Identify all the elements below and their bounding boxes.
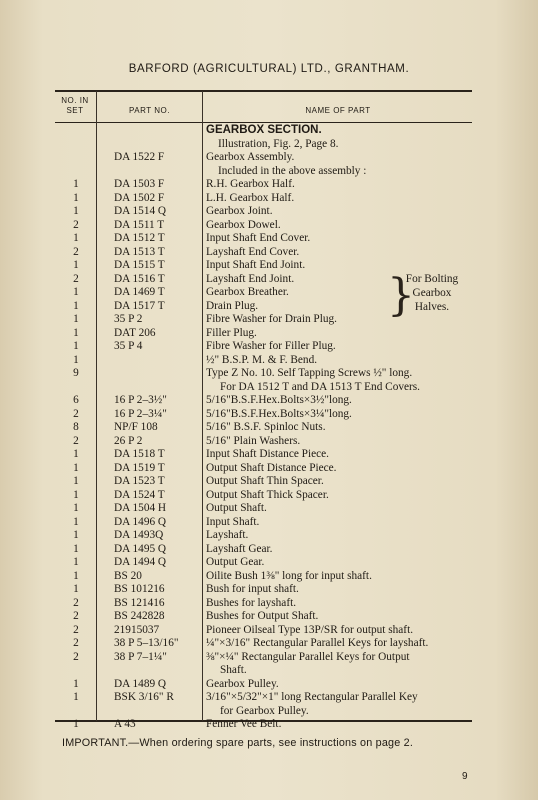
column-header-qty-line2: SET bbox=[66, 106, 84, 115]
table-row bbox=[0, 597, 538, 611]
row-part-no: DA 1524 T bbox=[114, 488, 165, 501]
table-row bbox=[0, 435, 538, 449]
table-row bbox=[0, 232, 538, 246]
row-part-name: ¼"×3/16" Rectangular Parallel Keys for layshaft. bbox=[206, 637, 429, 649]
row-part-name: Gearbox Dowel. bbox=[206, 218, 281, 231]
row-qty: 1 bbox=[73, 340, 79, 352]
table-row bbox=[0, 664, 538, 678]
bracket-note-line2: Gearbox bbox=[412, 287, 452, 299]
table-row bbox=[0, 502, 538, 516]
table-row bbox=[0, 610, 538, 624]
row-qty: 9 bbox=[73, 367, 79, 379]
table-row bbox=[0, 340, 538, 354]
page-number: 9 bbox=[462, 771, 468, 782]
row-qty: 1 bbox=[73, 326, 79, 339]
row-part-name: Bushes for Output Shaft. bbox=[206, 610, 319, 622]
row-part-no: DA 1517 T bbox=[114, 299, 165, 312]
row-part-name: for Gearbox Pulley. bbox=[220, 704, 309, 717]
table-row bbox=[0, 138, 538, 152]
row-part-name: L.H. Gearbox Half. bbox=[206, 191, 295, 204]
table-row bbox=[0, 529, 538, 543]
row-part-name: Fibre Washer for Drain Plug. bbox=[206, 313, 337, 325]
row-qty: 1 bbox=[73, 178, 79, 190]
row-part-name: Input Shaft Distance Piece. bbox=[206, 448, 329, 460]
row-part-name: 5/16" Plain Washers. bbox=[206, 434, 301, 447]
row-part-name: Gearbox Breather. bbox=[206, 286, 289, 298]
table-row bbox=[0, 367, 538, 381]
row-part-name: Output Shaft Distance Piece. bbox=[206, 461, 337, 474]
row-part-name: Drain Plug. bbox=[206, 299, 259, 312]
table-row bbox=[0, 327, 538, 341]
row-part-no: BS 121416 bbox=[114, 596, 165, 609]
row-qty: 1 bbox=[73, 718, 79, 730]
table-row bbox=[0, 651, 538, 665]
table-row bbox=[0, 178, 538, 192]
table-row bbox=[0, 543, 538, 557]
row-qty: 2 bbox=[73, 610, 79, 622]
row-qty: 1 bbox=[73, 259, 79, 271]
row-part-no: 38 P 7–1¼" bbox=[114, 650, 167, 663]
row-part-name: Input Shaft. bbox=[206, 515, 260, 528]
row-qty: 1 bbox=[73, 191, 79, 204]
row-qty: 2 bbox=[73, 637, 79, 649]
row-part-name: Bushes for layshaft. bbox=[206, 596, 297, 609]
row-part-name: 3/16"×5/32"×1" long Rectangular Parallel Key bbox=[206, 691, 418, 703]
row-part-name: Illustration, Fig. 2, Page 8. bbox=[218, 137, 339, 150]
table-row bbox=[0, 246, 538, 260]
column-header-part: PART NO. bbox=[129, 106, 170, 115]
column-header-name: NAME OF PART bbox=[305, 106, 371, 115]
row-qty: 2 bbox=[73, 218, 79, 231]
table-row bbox=[0, 448, 538, 462]
row-qty: 1 bbox=[73, 299, 79, 312]
table-row bbox=[0, 462, 538, 476]
row-part-name: Layshaft. bbox=[206, 529, 249, 541]
row-part-no: DA 1504 H bbox=[114, 502, 167, 514]
row-part-no: DA 1512 T bbox=[114, 232, 165, 244]
row-part-name: Gearbox Assembly. bbox=[206, 151, 295, 163]
bracket-note-line3: Halves. bbox=[414, 301, 450, 313]
row-part-no: DA 1516 T bbox=[114, 272, 165, 285]
table-row bbox=[0, 516, 538, 530]
row-part-no: DA 1469 T bbox=[114, 286, 165, 298]
row-qty: 2 bbox=[73, 272, 79, 285]
row-qty: 1 bbox=[73, 286, 79, 298]
row-part-no: 35 P 4 bbox=[114, 340, 143, 352]
row-part-no: BS 101216 bbox=[114, 583, 165, 595]
row-part-name: 5/16"B.S.F.Hex.Bolts×3½"long. bbox=[206, 394, 352, 406]
row-part-name: Layshaft Gear. bbox=[206, 542, 273, 555]
row-qty: 1 bbox=[73, 691, 79, 703]
table-row bbox=[0, 381, 538, 395]
row-qty: 2 bbox=[73, 650, 79, 663]
row-part-no: BS 20 bbox=[114, 569, 142, 582]
table-row bbox=[0, 151, 538, 165]
table-row bbox=[0, 219, 538, 233]
bracket-note-line1: For Bolting bbox=[405, 273, 459, 285]
table-row bbox=[0, 354, 538, 368]
row-qty: 1 bbox=[73, 529, 79, 541]
row-qty: 8 bbox=[73, 421, 79, 433]
row-qty: 1 bbox=[73, 515, 79, 528]
row-part-name: Shaft. bbox=[220, 664, 247, 676]
table-row bbox=[0, 192, 538, 206]
row-qty: 1 bbox=[73, 232, 79, 244]
row-qty: 1 bbox=[73, 542, 79, 555]
table-row bbox=[0, 691, 538, 705]
row-part-no: DA 1522 F bbox=[114, 151, 165, 163]
row-part-name: Pioneer Oilseal Type 13P/SR for output shaft. bbox=[206, 623, 414, 636]
row-part-no: DA 1496 Q bbox=[114, 515, 167, 528]
bolting-bracket-note bbox=[387, 271, 467, 323]
row-part-name: 5/16"B.S.F.Hex.Bolts×3¼"long. bbox=[206, 407, 352, 420]
row-part-name: Input Shaft End Cover. bbox=[206, 232, 311, 244]
row-qty: 2 bbox=[73, 596, 79, 609]
row-qty: 1 bbox=[73, 583, 79, 595]
row-qty: 1 bbox=[73, 502, 79, 514]
row-qty: 1 bbox=[73, 313, 79, 325]
row-part-no: BSK 3/16" R bbox=[114, 691, 174, 703]
row-part-no: DA 1495 Q bbox=[114, 542, 167, 555]
row-part-name: ⅜"×¼" Rectangular Parallel Keys for Output bbox=[206, 650, 410, 663]
row-part-name: GEARBOX SECTION. bbox=[206, 124, 322, 136]
row-part-no: DA 1494 Q bbox=[114, 556, 167, 568]
row-part-name: Oilite Bush 1⅜" long for input shaft. bbox=[206, 569, 372, 582]
table-row bbox=[0, 678, 538, 692]
table-row bbox=[0, 637, 538, 651]
row-part-name: Output Gear. bbox=[206, 556, 265, 568]
column-header-qty-line1: NO. IN bbox=[61, 96, 89, 105]
row-part-name: ½" B.S.P. M. & F. Bend. bbox=[206, 353, 318, 366]
table-row bbox=[0, 624, 538, 638]
row-qty: 1 bbox=[73, 205, 79, 217]
row-part-no: DA 1503 F bbox=[114, 178, 165, 190]
row-part-no: DA 1502 F bbox=[114, 191, 165, 204]
row-qty: 6 bbox=[73, 394, 79, 406]
row-part-name: Gearbox Pulley. bbox=[206, 677, 279, 690]
parts-table-body bbox=[0, 124, 538, 732]
row-part-name: Bush for input shaft. bbox=[206, 583, 299, 595]
row-qty: 2 bbox=[73, 407, 79, 420]
row-part-name: Layshaft End Cover. bbox=[206, 245, 300, 258]
row-qty: 1 bbox=[73, 569, 79, 582]
row-part-no: DA 1519 T bbox=[114, 461, 165, 474]
row-part-name: Gearbox Joint. bbox=[206, 205, 273, 217]
table-row bbox=[0, 489, 538, 503]
table-row bbox=[0, 394, 538, 408]
row-qty: 2 bbox=[73, 623, 79, 636]
row-qty: 1 bbox=[73, 475, 79, 487]
table-row bbox=[0, 718, 538, 732]
table-row bbox=[0, 475, 538, 489]
row-part-no: DA 1515 T bbox=[114, 259, 165, 271]
row-part-name: Fenner Vee Belt. bbox=[206, 718, 282, 730]
row-part-no: DA 1523 T bbox=[114, 475, 165, 487]
row-part-name: Input Shaft End Joint. bbox=[206, 259, 306, 271]
page-header: BARFORD (AGRICULTURAL) LTD., GRANTHAM. bbox=[128, 63, 410, 75]
curly-brace-icon: } bbox=[387, 270, 415, 321]
row-part-no: BS 242828 bbox=[114, 610, 165, 622]
table-row bbox=[0, 205, 538, 219]
row-part-name: 5/16" B.S.F. Spinloc Nuts. bbox=[206, 421, 326, 433]
table-row bbox=[0, 165, 538, 179]
column-header-qty bbox=[55, 96, 95, 116]
row-part-no: 16 P 2–3¼" bbox=[114, 407, 167, 420]
row-part-name: For DA 1512 T and DA 1513 T End Covers. bbox=[220, 380, 421, 393]
row-part-name: Fibre Washer for Filler Plug. bbox=[206, 340, 336, 352]
row-part-no: 21915037 bbox=[114, 623, 160, 636]
table-row bbox=[0, 421, 538, 435]
row-qty: 1 bbox=[73, 461, 79, 474]
table-row bbox=[0, 556, 538, 570]
row-part-no: 16 P 2–3½" bbox=[114, 394, 167, 406]
row-part-no: DA 1513 T bbox=[114, 245, 165, 258]
row-part-no: DAT 206 bbox=[114, 326, 156, 339]
row-part-no: DA 1514 Q bbox=[114, 205, 167, 217]
row-qty: 2 bbox=[73, 245, 79, 258]
row-part-no: NP/F 108 bbox=[114, 421, 158, 433]
row-qty: 2 bbox=[73, 434, 79, 447]
row-part-no: 26 P 2 bbox=[114, 434, 143, 447]
row-part-name: Filler Plug. bbox=[206, 326, 257, 339]
row-part-name: Output Shaft Thick Spacer. bbox=[206, 488, 329, 501]
row-part-no: DA 1489 Q bbox=[114, 677, 167, 690]
row-qty: 1 bbox=[73, 353, 79, 366]
row-part-name: Layshaft End Joint. bbox=[206, 272, 295, 285]
row-part-name: Included in the above assembly : bbox=[218, 164, 367, 177]
row-qty: 1 bbox=[73, 488, 79, 501]
row-part-no: DA 1518 T bbox=[114, 448, 165, 460]
table-row bbox=[0, 408, 538, 422]
table-header-rule bbox=[55, 122, 472, 123]
row-part-name: Output Shaft Thin Spacer. bbox=[206, 475, 324, 487]
important-note: IMPORTANT.—When ordering spare parts, see instructions on page 2. bbox=[62, 737, 414, 749]
row-part-no: 38 P 5–13/16" bbox=[114, 637, 179, 649]
row-qty: 1 bbox=[73, 448, 79, 460]
row-part-no: DA 1511 T bbox=[114, 218, 165, 231]
table-row bbox=[0, 583, 538, 597]
row-qty: 1 bbox=[73, 677, 79, 690]
table-row bbox=[0, 124, 538, 138]
row-part-name: Type Z No. 10. Self Tapping Screws ½" long. bbox=[206, 367, 413, 379]
row-qty: 1 bbox=[73, 556, 79, 568]
row-part-name: R.H. Gearbox Half. bbox=[206, 178, 295, 190]
table-row bbox=[0, 705, 538, 719]
row-part-name: Output Shaft. bbox=[206, 502, 267, 514]
row-part-no: A 43 bbox=[114, 718, 136, 730]
table-row bbox=[0, 570, 538, 584]
row-part-no: 35 P 2 bbox=[114, 313, 143, 325]
table-top-rule bbox=[55, 90, 472, 92]
row-part-no: DA 1493Q bbox=[114, 529, 164, 541]
